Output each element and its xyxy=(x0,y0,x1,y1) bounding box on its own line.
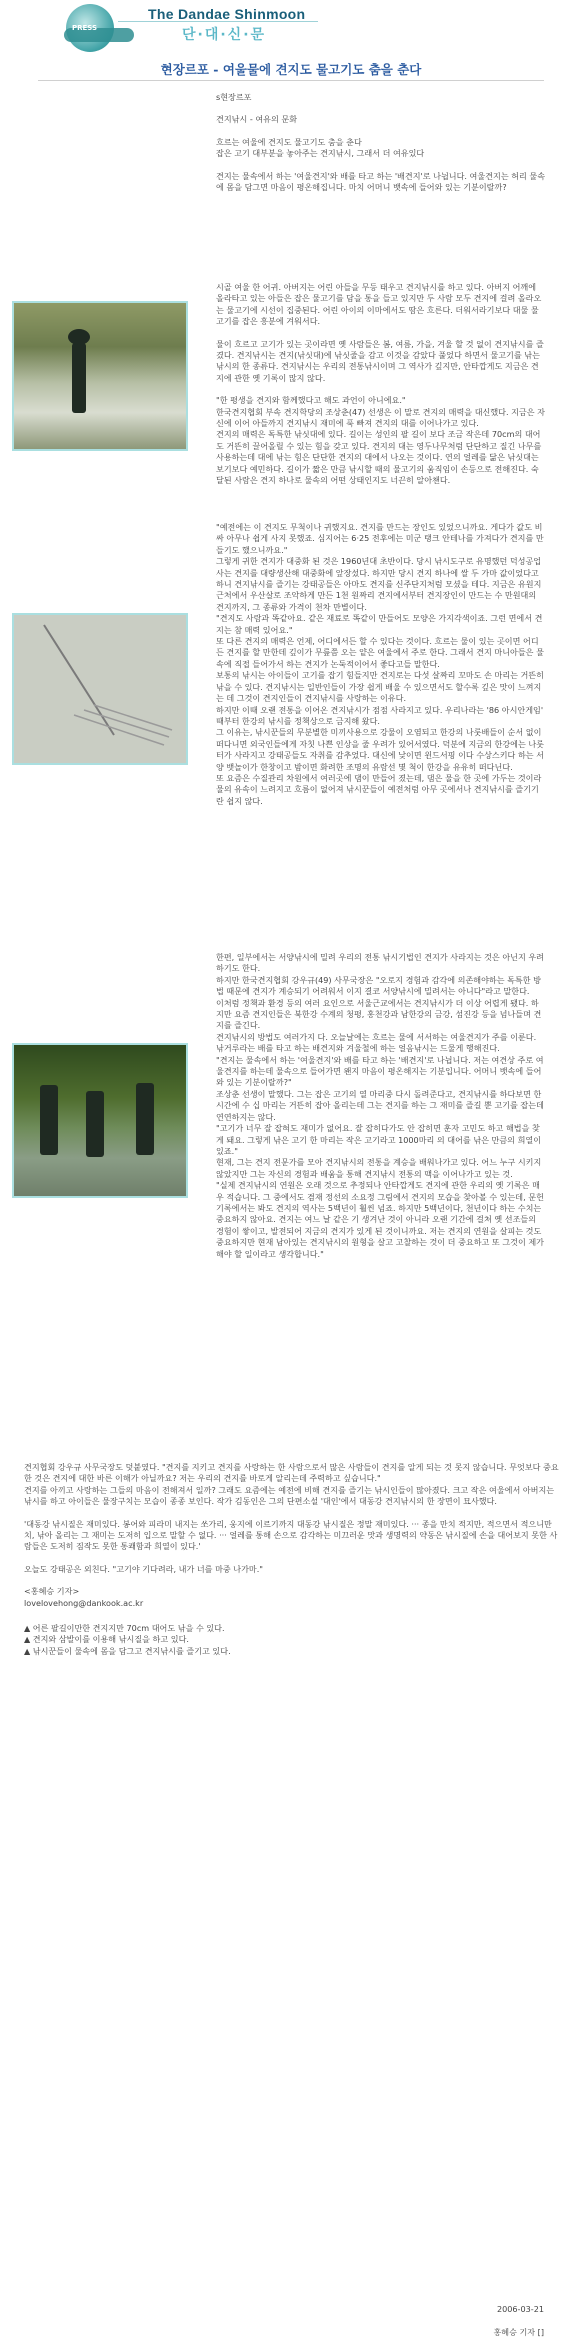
reporter-email[interactable]: lovelovehong@dankook.ac.kr xyxy=(24,1597,144,1608)
closing-paragraph: 견지를 아끼고 사랑하는 그들의 마음이 전해져서 일까? 그래도 요즘에는 예전에 비해 견지를 즐기는 낚시인들이 많아졌다. 크고 작은 여울에서 아버지는 낚시를 하고 아이들은 물장구치는 모습이 종종 보인다. 작가 김동인은 그의 단편소설 '대인'에서 대동강 견지낚시의 한 장면이 묘사했다. xyxy=(24,1484,555,1507)
section2-paragraph: 그 이유는, 낚시꾼들의 무분별한 미끼사용으로 강물이 오염되고 한강의 나룻배들이 순서 없이 떠다니면 외국인들에게 자칫 나쁜 인상을 줄 우려가 있어서였다. 덕분에 지금의 한강에는 나룻터가 사라지고 강태공들도 자취를 감추었다. 대신에 낮이면 윈드서핑 이다 수상스키다 하는 서양 뱃놀이가 한창이고 밤이면 화려한 조명의 유람선 몇 척이 한강을 유유히 떠다닌다. xyxy=(216,727,544,772)
section2-paragraph: 그렇게 귀한 견지가 대중화 된 것은 1960년대 초반이다. 당시 낚시도구로 유명했던 덕성공업사는 견지를 대량생산해 대중화에 앞장섰다. 하지만 당시 견지 하나에 쌀 두 가마 값이었다고 하니 견지낚시를 즐기는 강태공들은 아마도 견지를 신주단지처럼 모셨을 테다. 지금은 유원지 근처에서 우산살로 조악하게 만든 1천 원짜리 견지에서부터 견지장인이 만드는 수 만원대의 견지까지, 그 종류와 가격이 천차 만별이다. xyxy=(216,556,542,612)
photo-father-son-fishing xyxy=(12,301,188,451)
fishing-rod-illustration xyxy=(14,615,186,763)
section3-paragraph: 한편, 일부에서는 서양낚시에 밀려 우리의 전통 낚시기법인 견지가 사라지는 것은 아닌지 우려하기도 한다. xyxy=(216,952,544,974)
photo-caption: ▲ 낚시꾼들이 물속에 몸을 담그고 견지낚시를 즐기고 있다. xyxy=(24,1645,231,1656)
section2-paragraph: 보통의 낚시는 아이들이 고기를 잡기 힘들지만 견지로는 다섯 살짜리 꼬마도 손 마리는 거뜬히 낚을 수 있다. 견지낚시는 일반인들이 가장 쉽게 배울 수 있으면서도 할수록 깊은 맛이 느껴지는 데 그것이 견지인들이 견지낚시를 사랑하는 이유다. xyxy=(216,670,544,704)
brand-name-english[interactable]: The Dandae Shinmoon xyxy=(148,6,306,22)
press-label: PRESS xyxy=(72,24,98,32)
masthead xyxy=(0,0,582,56)
angler-figure xyxy=(86,1091,104,1157)
section3-block xyxy=(216,952,546,1271)
section1-paragraph: 시골 여울 한 어귀. 아버지는 어린 아들을 무등 태우고 견지낚시를 하고 있다. 아버지 어깨에 올라타고 있는 아들은 잡은 물고기를 담을 통을 들고 있지만 두 사람 모두 견지에 걸려 올라오는 물고기에 시선이 집중된다. 어린 아이의 이마에서도 땀은 흐른다. 더워서라기보다 대물 물고기를 잡은 흥분에 겨워서다. xyxy=(216,282,542,327)
section3-paragraph: 현재, 그는 견지 전문가를 모아 견지낚시의 전통을 계승을 배워나가고 있다. 어느 누구 시키지 않았지만 그는 자신의 경험과 배움을 통해 견지낚시 전통의 맥을 이어나가고 있는 것. xyxy=(216,1157,542,1179)
section2-paragraph: 하지만 이때 오랜 전통을 이어온 견지낚시가 점점 사라지고 있다. 우리나라는 '86 아시안게임' 때부터 한강의 낚시를 정책상으로 금지해 왔다. xyxy=(216,704,544,726)
child-figure xyxy=(68,329,90,345)
brand-name-korean: 단·대·신·문 xyxy=(182,27,267,43)
section3-paragraph: 하지만 한국견지협회 강우규(49) 사무국장은 "오로지 경험과 감각에 의존해야하는 독특한 방법 때문에 견지가 계승되기 어려워서 이지 결코 서양낚시에 밀려서는 아니다"라고 말한다. xyxy=(216,974,541,997)
section3-quote: "고기가 너무 잘 잡혀도 재미가 없어요. 잘 잡히다가도 안 잡히면 훈자 고민도 하고 해법을 찾게 돼요. 그렇게 낚은 고기 한 마리는 작은 고기라고 1000마리 의 대어를 낚은 만큼의 희열이 있죠." xyxy=(216,1123,542,1156)
section3-paragraph: 견지낚시의 방법도 여러가지 다. 오늘날에는 흐르는 물에 서서하는 여울견지가 주를 이룬다. 낚거루라는 배를 타고 하는 배견지와 겨울철에 하는 얼음낚시는 드물게 행해진다. xyxy=(216,1031,537,1054)
article-subtitle: 견지낚시 - 여유의 문화 xyxy=(216,114,298,125)
section1-block xyxy=(216,282,546,498)
byline[interactable]: 홍혜승 기자 [] xyxy=(493,2327,544,2337)
section1-paragraph: 견지의 매력은 독특한 낚싯대에 있다. 길이는 성인의 팔 길이 보다 조금 작은데 70cm의 대어도 거뜬히 끌어올릴 수 있는 힘을 갖고 있다. 견지의 대는 영두나무처럼 단단하고 질긴 나무를 사용하는데 대에 낚는 힘은 단단한 견지의 대에서 나오는 것이다. 연의 얼레를 닮은 낚싯대는 보기보다 예민하다. 길이가 짧은 만큼 낚시할 때의 물고기의 움직임이 손등으로 전해진다. 숙달된 사람은 견지 하나로 물속의 어떤 상태인지도 너끈히 알아챈다. xyxy=(216,429,542,486)
intro-paragraph: 견지는 물속에서 하는 '여울견지'와 배를 타고 하는 '배견지'로 나뉩니다. 여울견지는 허리 물속에 몸을 담그면 마음이 평온해집니다. 마치 어머니 뱃속에 들어와 있는 기분이랄까? xyxy=(216,170,546,193)
article-lead: 흐르는 여울에 견지도 물고기도 춤을 춘다 잡은 고기 대부분을 놓아주는 견지낚시, 그래서 더 여유있다 xyxy=(216,136,425,159)
section3-quote: "실제 견지낚시의 연원은 오래 것으로 추정되나 안타깝게도 견지에 관한 우리의 옛 기록은 매우 적습니다. 그 중에서도 겸재 정선의 소요정 그림에서 견지의 모습을 찾아볼 수 있는데, 문헌 기록에서는 봐도 견지의 역사는 5백년이 훨씬 넘죠. 하지만 5백년이다, 천년이다 하는 수치는 중요하지 않아요. 견지는 여느 날 같은 기 생겨난 것이 아니라 오랜 기간에 걸쳐 옛 선조들의 경험이 쌓이고, 발전되어 지금의 견지가 있게 된 것이니까요. 저는 견지의 연원을 살피는 것도 중요하지만 현재 남아있는 견지낚시의 원형을 살고 고찰하는 것이 더 중요하고 또 그것이 제가 해야 할 일이라고 생각합니다." xyxy=(216,1180,544,1259)
closing-paragraph: 오늘도 강태공은 외친다. "고기야 기다려라, 내가 너를 마중 나가마." xyxy=(24,1563,264,1574)
closing-paragraph: 견지협회 강우규 사무국장도 덧붙였다. "견지를 지키고 견지를 사랑하는 한 사람으로서 많은 사람들이 견지를 알게 되는 것 못지 않습니다. 무엇보다 중요한 것은 견지에 대한 바른 이해가 아닐까요? 저는 우리의 견지를 바로게 알리는데 주력하고 싶습니다." xyxy=(24,1462,559,1484)
article-title: 현장르포 - 여울물에 견지도 물고기도 춤을 춘다 xyxy=(160,62,422,77)
photo-caption: ▲ 어른 팔길이만한 견지지만 70cm 대어도 낚을 수 있다. xyxy=(24,1623,225,1634)
section3-paragraph: 조상춘 선생이 말했다. 그는 잡은 고기의 열 마리중 다시 돌려준다고, 견지낚시를 하다보면 한 시간에 수 십 마리는 거뜬히 잡아 올리는데 그는 견지를 하는 그 재미를 즐길 뿐 고기를 잡는데 연연하지는 않다. xyxy=(216,1088,544,1122)
section1-paragraph: 물이 흐르고 고기가 있는 곳이라면 옛 사람들은 봄, 여름, 가을, 겨울 할 것 없이 견지낚시를 즐겼다. 견지낚시는 견지(낚싯대)에 낚싯줄을 감고 이것을 감았다 풀었다 하면서 물고기를 낚는 낚시의 한 종류다. 견지낚시는 우리의 전통낚시이며 그 역사가 깊지만, 안타깝게도 지금은 견지에 관한 옛 기록이 많지 않다. xyxy=(216,338,544,383)
title-divider xyxy=(38,80,544,81)
section2-paragraph: 또 다른 견지의 매력은 언제, 어디에서든 할 수 있다는 것이다. 흐르는 물이 있는 곳이면 어디든 견지를 할 만한데 깊이가 무릎쯤 오는 얕은 여울에서 주로 한다. 그래서 견지 마니아들은 물 속에 직접 들어가서 하는 견지가 논둑적이어서 좋다고들 말한다. xyxy=(216,636,544,669)
section2-quote: "견지도 사람과 똑같아요. 같은 재료로 똑같이 만들어도 모양은 가지각색이죠. 그런 면에서 견지는 참 매력 있어요." xyxy=(216,613,543,635)
publish-date: 2006-03-21 xyxy=(496,2304,544,2314)
intro-block xyxy=(216,92,546,204)
angler-figure xyxy=(40,1085,58,1155)
section3-quote: "견지는 물속에서 하는 '여울견지'와 배를 타고 하는 '배견지'로 나뉩니다. 저는 여견상 주로 여울견지를 하는데 물속으로 들어가면 왠지 마음이 평온해지는 기분입니다. 어머니 뱃속에 들어와 있는 기분이랄까?" xyxy=(216,1054,544,1088)
photo-anglers-in-river xyxy=(12,1043,188,1198)
section3-paragraph: 이처럼 정책과 환경 등의 여러 요인으로 서울근교에서는 견지낚시가 더 이상 어렵게 됐다. 하지만 요즘 견지인들은 북한강 수계의 청평, 홍천강과 남한강의 금강, 섬진강 등을 넘나들며 견지를 즐긴다. xyxy=(216,997,542,1031)
photo-caption: ▲ 견지와 삼발이를 이용해 낚시질을 하고 있다. xyxy=(24,1634,189,1645)
photo-gyeonji-rod xyxy=(12,613,188,765)
reporter-line: <홍혜승 기자> xyxy=(24,1586,80,1597)
section2-paragraph: 또 요즘은 수질관리 차원에서 여러곳에 댐이 만들어 졌는데, 댐은 물을 한 곳에 가두는 것이라 물의 유속이 느려지고 흐름이 없어져 낚시꾼들이 예전처럼 아무 곳에서나 견지낚시를 즐기기란 쉽지 않다. xyxy=(216,772,542,806)
section2-block xyxy=(216,522,546,818)
section2-quote: "예전에는 이 견지도 무척이나 귀했지요. 견지를 만드는 장인도 있었으니까요. 게다가 값도 비싸 아무나 쉽게 사지 못했죠. 심지어는 6·25 전후에는 미군 탱크 안테나를 가져다가 견지를 만들기도 했으니까요." xyxy=(216,522,544,555)
closing-block xyxy=(24,1462,560,1668)
section1-paragraph: 한국견지협회 부속 견지학당의 조상춘(47) 선생은 이 말로 견지의 매력을 대신했다. 지금은 자신에 이어 아들까지 견지낚시 재미에 푹 빠져 견지의 대를 이어나가고 있다. xyxy=(216,406,545,429)
article-kicker: s현장르포 xyxy=(216,92,252,102)
closing-excerpt: '대동강 낚시질은 재미있다. 봉어와 피라미 내지는 쏘가리, 웅지에 이르기까지 대동강 낚시질은 정말 재미있다. ··· 종을 만치 적지만, 적으면서 적으니만치, 낚아 올리는 그 재미는 도저히 입으로 말할 수 없다. ··· 얼레를 통해 손으로 감각하는 미끄러운 맛과 생명력의 약동은 낚시질에 손을 대어보지 못한 사람들은 도저히 짐작도 못한 통쾌함과 희열이 있다.' xyxy=(24,1518,558,1552)
section1-quote: "한 평생을 견지와 함께했다고 해도 과언이 아니에요." xyxy=(216,395,406,406)
angler-figure xyxy=(136,1083,154,1155)
angler-figure xyxy=(72,343,86,413)
